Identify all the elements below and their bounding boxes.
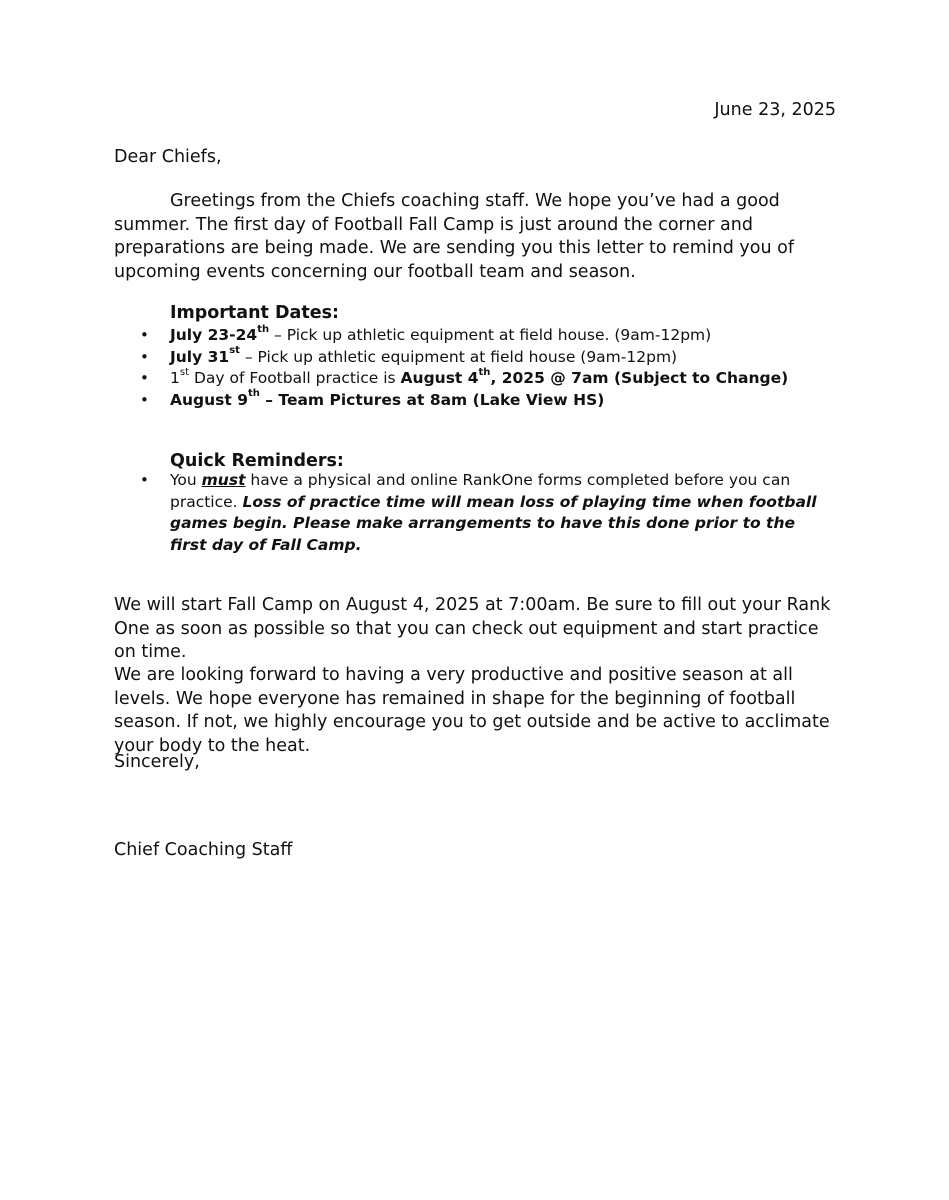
salutation: Dear Chiefs, (114, 147, 222, 167)
reminder-warning: Loss of practice time will mean loss of playing time when football games begin. Please make arrangements to have this done prior to the first day of Fall Camp. (170, 492, 817, 554)
ordinal-number: 1 (170, 369, 180, 387)
signature: Chief Coaching Staff (114, 840, 293, 860)
quick-reminders-list (140, 470, 820, 556)
bullet-icon: • (140, 390, 149, 409)
list-item (140, 470, 820, 556)
important-dates-list (140, 325, 840, 411)
date-suffix: th (257, 323, 270, 335)
fall-camp-paragraph: We will start Fall Camp on August 4, 2025 at 7:00am. Be sure to fill out your Rank One as soon as possible so that you can check out equipment and start practice on time. (114, 595, 831, 662)
date-suffix: th (247, 388, 260, 400)
date-label: July 23-24 (170, 326, 258, 344)
reminder-text: have a physical and online RankOne forms completed before you can practice. (170, 471, 791, 511)
bullet-icon: • (140, 326, 149, 344)
intro-paragraph: Greetings from the Chiefs coaching staff. We hope you’ve had a good summer. The first day of Football Fall Camp is just around the corner and preparations are being made. We are sending you this letter to remind you of upcoming events concerning our football team and season. (114, 191, 795, 282)
date-detail: – Team Pictures at 8am (Lake View HS) (259, 390, 605, 409)
date-description: – Pick up athletic equipment at field house (9am-12pm) (239, 347, 678, 366)
date-description: Day of Football practice is (189, 369, 401, 387)
list-item (140, 347, 840, 369)
closing: Sincerely, (114, 752, 200, 772)
list-item (140, 325, 840, 347)
date-label: July 31 (170, 347, 230, 366)
quick-reminders-heading: Quick Reminders: (170, 451, 344, 471)
reminder-emphasis: must (201, 471, 246, 489)
bullet-icon: • (140, 347, 149, 366)
ordinal-suffix: st (179, 366, 190, 378)
list-item (140, 390, 840, 412)
letter-date: June 23, 2025 (714, 100, 836, 120)
date-suffix: st (229, 345, 240, 357)
list-item (140, 368, 840, 390)
important-dates-heading: Important Dates: (170, 303, 340, 323)
date-description: – Pick up athletic equipment at field house. (9am-12pm) (269, 326, 712, 344)
date-detail: , 2025 @ 7am (Subject to Change) (490, 369, 789, 387)
date-label: August 9 (170, 390, 248, 409)
bullet-icon: • (140, 471, 149, 489)
season-outlook-paragraph: We are looking forward to having a very productive and positive season at all levels. We hope everyone has remained in shape for the beginning of football season. If not, we highly encourage you to get outside and be active to acclimate your body to the heat. (114, 665, 830, 756)
date-label: August 4 (400, 369, 479, 387)
date-suffix: th (478, 366, 491, 378)
bullet-icon: • (140, 369, 149, 387)
reminder-lead: You (170, 471, 202, 489)
